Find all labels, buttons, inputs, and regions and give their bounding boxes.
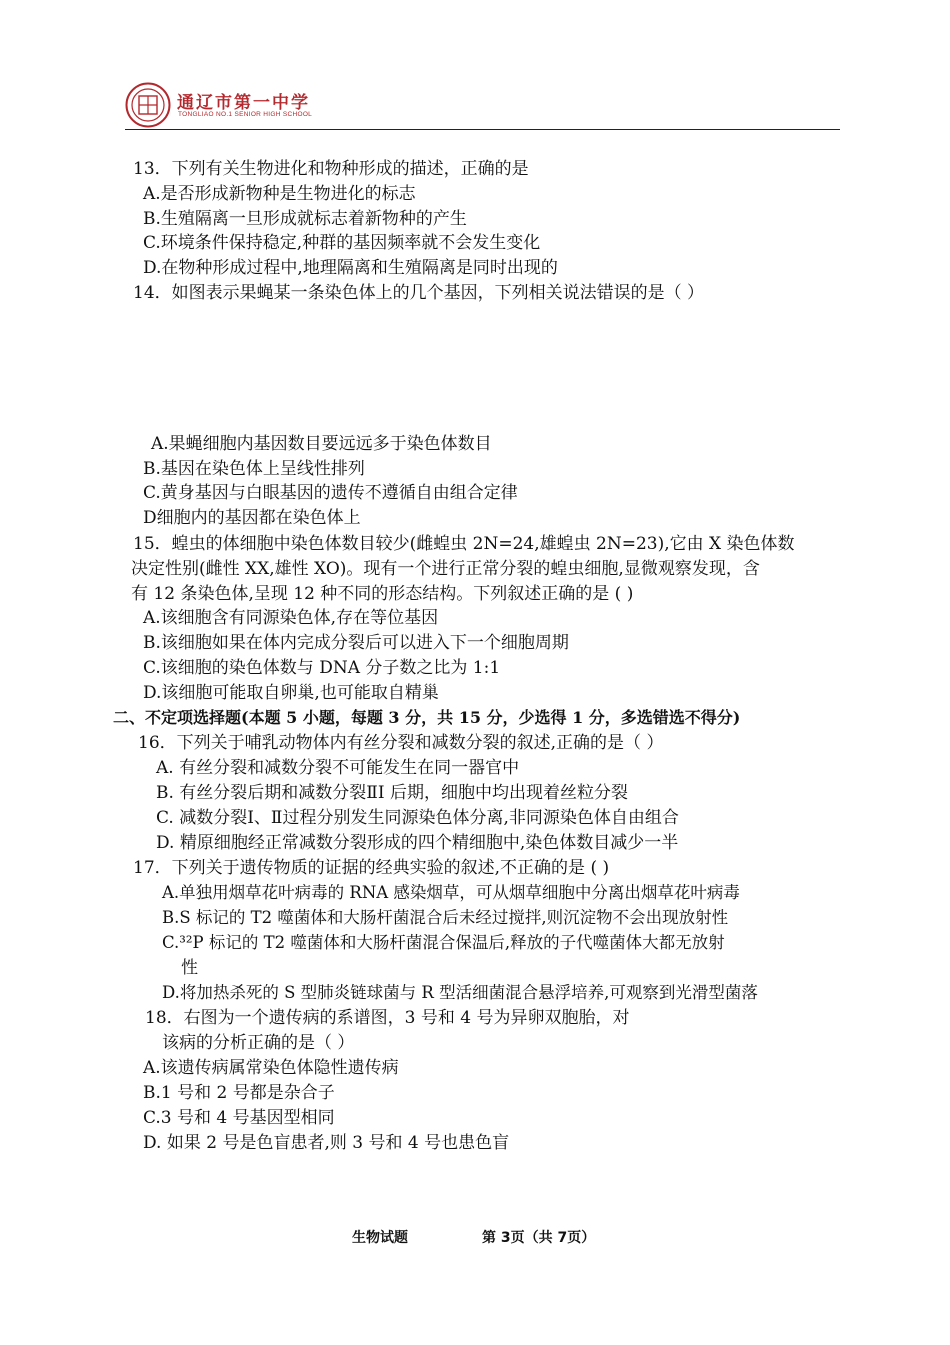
- q14-stem: 14．如图表示果蝇某一条染色体上的几个基因，下列相关说法错误的是（ ）: [133, 283, 705, 303]
- q13-stem: 13．下列有关生物进化和物种形成的描述，正确的是: [133, 159, 529, 179]
- school-name-cn: 通辽市第一中学: [177, 93, 310, 113]
- q16-option-d: D. 精原细胞经正常减数分裂形成的四个精细胞中,染色体数目减少一半: [156, 833, 679, 853]
- q16-stem: 16．下列关于哺乳动物体内有丝分裂和减数分裂的叙述,正确的是（ ）: [138, 733, 664, 753]
- q13-option-b: B.生殖隔离一旦形成就标志着新物种的产生: [143, 209, 467, 229]
- q17-option-d: D.将加热杀死的 S 型肺炎链球菌与 R 型活细菌混合悬浮培养,可观察到光滑型菌落: [162, 983, 758, 1002]
- q17-option-b: B.S 标记的 T2 噬菌体和大肠杆菌混合后未经过搅拌,则沉淀物不会出现放射性: [162, 908, 729, 927]
- q15-stem-line1: 15．蝗虫的体细胞中染色体数目较少(雌蝗虫 2N=24,雄蝗虫 2N=23),它由 X 染色体数: [133, 534, 795, 554]
- q13-option-d: D.在物种形成过程中,地理隔离和生殖隔离是同时出现的: [143, 258, 558, 278]
- q16-option-b: B. 有丝分裂后期和减数分裂ⅡI 后期，细胞中均出现着丝粒分裂: [156, 783, 628, 803]
- q17-option-c-line1: C.³²P 标记的 T2 噬菌体和大肠杆菌混合保温后,释放的子代噬菌体大都无放射: [162, 933, 725, 952]
- q14-option-a: A.果蝇细胞内基因数目要远远多于染色体数目: [151, 434, 492, 454]
- q18-option-d: D. 如果 2 号是色盲患者,则 3 号和 4 号也患色盲: [143, 1133, 510, 1153]
- q17-stem: 17．下列关于遗传物质的证据的经典实验的叙述,不正确的是 ( ): [133, 858, 610, 878]
- q14-option-c: C.黄身基因与白眼基因的遗传不遵循自由组合定律: [143, 483, 518, 503]
- school-name-en: TONGLIAO NO.1 SENIOR HIGH SCHOOL: [178, 111, 313, 118]
- q15-option-b: B.该细胞如果在体内完成分裂后可以进入下一个细胞周期: [143, 633, 569, 653]
- q15-option-a: A.该细胞含有同源染色体,存在等位基因: [143, 608, 439, 628]
- q17-option-c-line2: 性: [181, 958, 198, 978]
- q18-option-c: C.3 号和 4 号基因型相同: [143, 1108, 335, 1128]
- q18-option-b: B.1 号和 2 号都是杂合子: [143, 1083, 335, 1103]
- q18-option-a: A.该遗传病属常染色体隐性遗传病: [143, 1058, 399, 1078]
- q13-option-c: C.环境条件保持稳定,种群的基因频率就不会发生变化: [143, 233, 541, 253]
- q15-stem-line2: 决定性别(雌性 XX,雄性 XO)。现有一个进行正常分裂的蝗虫细胞,显微观察发现，含: [131, 559, 760, 579]
- footer-subject: 生物试题: [352, 1230, 408, 1246]
- q18-stem-line1: 18．右图为一个遗传病的系谱图，3 号和 4 号为异卵双胞胎，对: [145, 1008, 630, 1028]
- q14-option-d: D细胞内的基因都在染色体上: [143, 508, 361, 528]
- q15-option-d: D.该细胞可能取自卵巢,也可能取自精巢: [143, 683, 439, 703]
- q15-stem-line3: 有 12 条染色体,呈现 12 种不同的形态结构。下列叙述正确的是 ( ): [131, 584, 634, 604]
- q16-option-a: A. 有丝分裂和减数分裂不可能发生在同一器官中: [156, 758, 520, 778]
- q14-option-b: B.基因在染色体上呈线性排列: [143, 459, 365, 479]
- q13-option-a: A.是否形成新物种是生物进化的标志: [143, 184, 416, 204]
- q15-option-c: C.该细胞的染色体数与 DNA 分子数之比为 1:1: [143, 658, 501, 678]
- q18-stem-line2: 该病的分析正确的是（ ）: [162, 1033, 355, 1053]
- footer-page-number: 第 3页（共 7页）: [482, 1230, 596, 1246]
- header-rule: [125, 129, 840, 130]
- school-header: [125, 82, 840, 130]
- school-seal-logo: [125, 82, 171, 128]
- q16-option-c: C. 减数分裂Ⅰ、Ⅱ过程分别发生同源染色体分离,非同源染色体自由组合: [156, 808, 679, 828]
- q14-figure-placeholder: [140, 310, 740, 425]
- section2-heading: 二、不定项选择题(本题 5 小题，每题 3 分，共 15 分，少选得 1 分，多选错选不得分): [113, 708, 741, 727]
- q17-option-a: A.单独用烟草花叶病毒的 RNA 感染烟草，可从烟草细胞中分离出烟草花叶病毒: [162, 883, 740, 902]
